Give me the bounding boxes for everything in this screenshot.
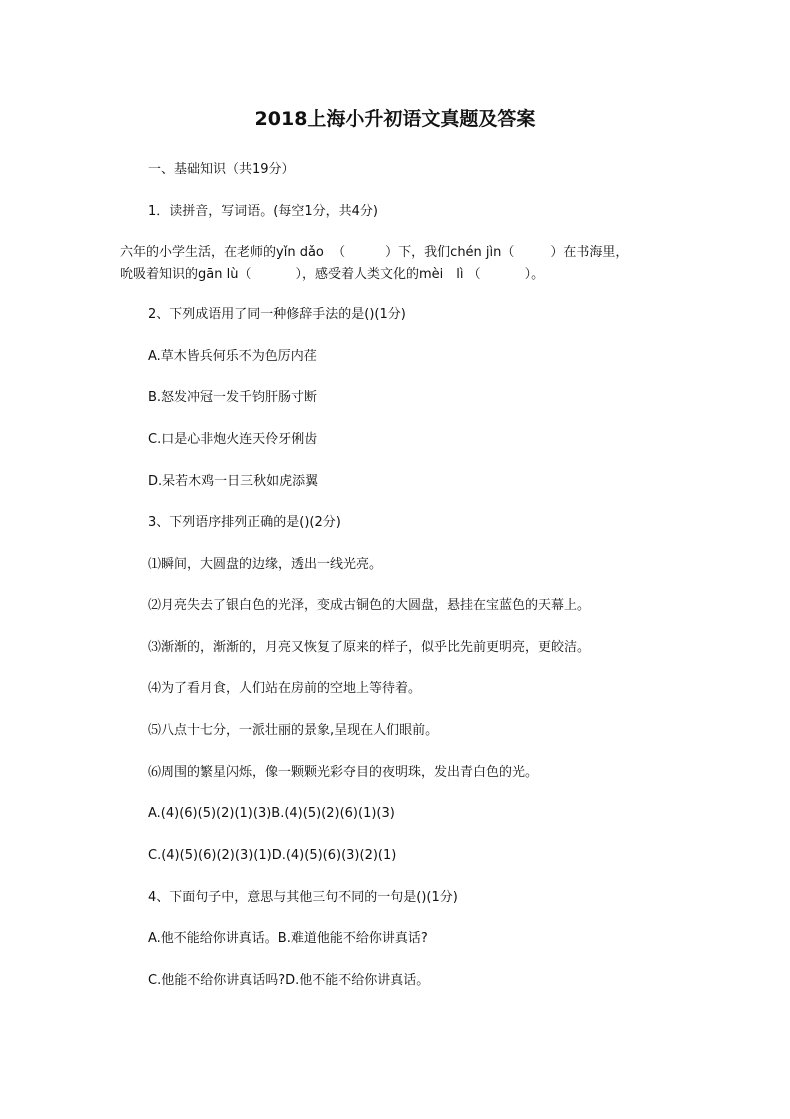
q1-text-segment: 吮吸着知识的 — [120, 267, 199, 282]
pinyin-chenjin: chén jìn — [450, 245, 502, 260]
question-1-line-1 — [120, 244, 628, 262]
pinyin-ganlu: gān lù — [198, 267, 239, 282]
q1-text-segment: ）在书海里， — [550, 245, 629, 260]
question-3-item-5: ⑸八点十七分，一派壮丽的景象,呈现在人们眼前。 — [148, 723, 439, 738]
question-3-stem: 3、下列语序排列正确的是()(2分) — [148, 515, 341, 530]
question-3-item-3: ⑶渐渐的，渐渐的，月亮又恢复了原来的样子，似乎比先前更明亮，更皎洁。 — [148, 640, 591, 655]
question-3-item-4: ⑷为了看月食，人们站在房前的空地上等待着。 — [148, 681, 422, 696]
question-2-option-a: A.草木皆兵何乐不为色厉内荏 — [148, 349, 317, 364]
question-3-item-2: ⑵月亮失去了银白色的光泽，变成古铜色的大圆盘，悬挂在宝蓝色的天幕上。 — [148, 598, 591, 613]
question-1-stem: 1．读拼音，写词语。(每空1分，共4分) — [148, 204, 378, 219]
question-4-stem: 4、下面句子中，意思与其他三句不同的一句是()(1分) — [148, 890, 458, 905]
question-4-options-cd: C.他能不给你讲真话吗?D.他不能不给你讲真话。 — [148, 973, 430, 988]
q1-text-segment: ），感受着人类文化的 — [295, 267, 419, 282]
document-title: 2018上海小升初语文真题及答案 — [254, 108, 536, 130]
question-3-item-6: ⑹周围的繁星闪烁，像一颗颗光彩夺目的夜明珠，发出青白色的光。 — [148, 765, 539, 780]
blank-open: （ — [238, 267, 252, 282]
blank-open: （ — [467, 267, 481, 282]
q1-text-segment: ）。 — [524, 267, 545, 282]
question-3-options-cd: C.(4)(5)(6)(2)(3)(1)D.(4)(5)(6)(3)(2)(1) — [148, 848, 397, 863]
question-2-option-d: D.呆若木鸡一日三秋如虎添翼 — [148, 474, 319, 489]
question-4-options-ab: A.他不能给你讲真话。B.难道他能不给你讲真话? — [148, 931, 428, 946]
question-3-item-1: ⑴瞬间，大圆盘的边缘，透出一线光亮。 — [148, 557, 383, 572]
pinyin-yindao: yǐn dǎo — [276, 245, 324, 260]
pinyin-meili: mèi lì — [419, 267, 464, 282]
question-2-option-b: B.怒发冲冠一发千钧肝肠寸断 — [148, 390, 318, 405]
blank-open: （ — [332, 245, 346, 260]
q1-text-segment: ）下，我们 — [385, 245, 451, 260]
question-1-line-2 — [120, 266, 544, 284]
blank-open: （ — [501, 245, 515, 260]
question-2-stem: 2、下列成语用了同一种修辞手法的是()(1分) — [148, 307, 406, 322]
question-3-options-ab: A.(4)(6)(5)(2)(1)(3)B.(4)(5)(2)(6)(1)(3) — [148, 806, 395, 821]
section-heading: 一、基础知识（共19分） — [148, 162, 295, 177]
q1-text-segment: 六年的小学生活，在老师的 — [120, 245, 277, 260]
question-2-option-c: C.口是心非炮火连天伶牙俐齿 — [148, 432, 318, 447]
